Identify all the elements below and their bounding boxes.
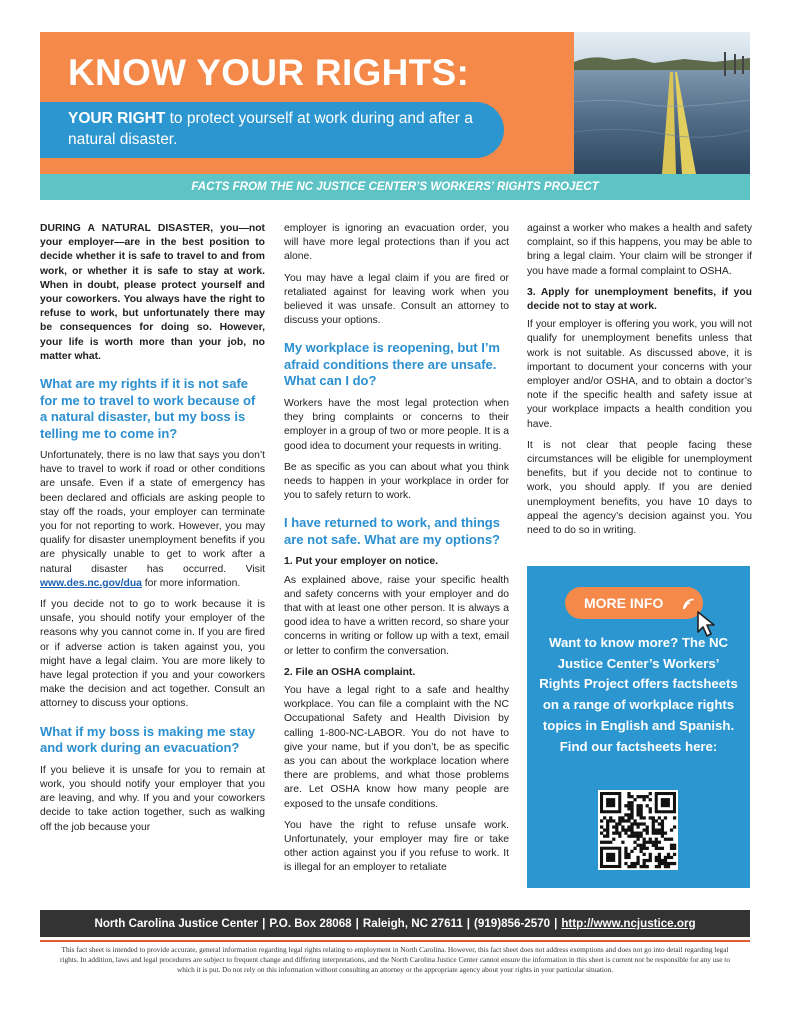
heading-evacuation: What if my boss is making me stay and work during an evacuation?	[40, 723, 256, 756]
facts-banner-text: FACTS FROM THE NC JUSTICE CENTER’S WORKERS’ RIGHTS PROJECT	[191, 180, 599, 193]
heading-returned-to-work: I have returned to work, and things are not safe. What are my options?	[284, 515, 500, 547]
more-info-label: MORE INFO	[584, 595, 664, 611]
paragraph-notify-employer: If you decide not to go to work because it is unsafe, you should notify your employer of the reasons why you cannot come in. If you are fired or if adverse action is taken against you, you might have a legal claim. You are more likely to have legal protection if you and your coworkers make the decision and act together. Consult an attorney to discuss your options.	[40, 599, 265, 710]
footer-contact	[40, 910, 750, 937]
step-file-osha-complaint: 2. File an OSHA complaint.	[284, 666, 416, 678]
paragraph-evacuation-order: employer is ignoring an evacuation order, you will have more legal protections than if you act alone.	[284, 223, 509, 263]
page-subtitle	[68, 108, 488, 150]
footer-phone: (919)856-2570	[474, 917, 551, 930]
disclaimer-text: This fact sheet is intended to provide accurate, general information regarding legal rights relating to employment in North Carolina. However, this fact sheet does not address exemptions and does not go into detail regarding legal rights. In addition, laws and legal procedures are subject to frequent change and differing interpretations, and the North Carolina Justice Center cannot ensure the information in this sheet is current nor be responsible for any use to which it is put. Do not rely on this information without consulting an attorney or the appropriate agency about your rights in your particular situation.	[60, 945, 730, 975]
paragraph-remain-at-work: If you believe it is unsafe for you to remain at work, you should notify your employer that you are leaving, and why. If you and your coworkers decide to take action together, such as walking off the job because your	[40, 764, 265, 833]
footer-separator: |	[262, 917, 266, 930]
paragraph-refuse-unsafe-work: You have the right to refuse unsafe work. Unfortunately, your employer may fire or take other action against you if you refuse to work. It is illegal for an employer to retaliate	[284, 819, 509, 874]
paragraph-group-complaints: Workers have the most legal protection when they bring complaints or concerns to their employer in a group of two or more people. It is a good idea to document your requests in writing.	[284, 397, 509, 452]
footer-website-link[interactable]: http://www.ncjustice.org	[561, 917, 696, 930]
des-dua-link[interactable]: www.des.nc.gov/dua	[40, 577, 142, 589]
column-1	[40, 222, 265, 842]
paragraph-legal-claim: You may have a legal claim if you are fired or retaliated against for leaving work when you believed it was unsafe. Consult an attorney to discuss your options.	[284, 272, 509, 327]
heading-travel-to-work: What are my rights if it is not safe for me to travel to work because of a natural disaster, but my boss is telling me to come in?	[40, 376, 256, 441]
page-title: KNOW YOUR RIGHTS:	[68, 52, 470, 93]
subtitle-text: to protect yourself at work during and after a natural disaster.	[68, 110, 473, 148]
step-apply-unemployment: 3. Apply for unemployment benefits, if you decide not to stay at work.	[527, 286, 752, 313]
column-2	[284, 222, 509, 883]
paragraph-osha: You have a legal right to a safe and healthy workplace. You can file a complaint with the NC Occupational Safety and Health Division by calling 1-800-NC-LABOR. You do not have to give your name, but if you don’t, be as specific as you can about the workplace location where there are problems, and what those problems are. Let OSHA know how many people are exposed to the unsafe conditions.	[284, 684, 509, 810]
footer-city: Raleigh, NC 27611	[362, 917, 463, 930]
flooded-road-photo	[574, 32, 750, 174]
subtitle-bold: YOUR RIGHT	[68, 110, 166, 127]
paragraph-text: Unfortunately, there is no law that says you don’t have to travel to work if road or other conditions are unsafe. Even if a state of emergency has been declared and officials are asking people to stay off the roads, your employer can terminate you for not reporting to work. However, you may qualify for disaster unemployment benefits if you are physically unable to get to work after a natural disaster has occurred. Visit	[40, 450, 265, 575]
column-3	[527, 222, 752, 545]
footer-address: P.O. Box 28068	[269, 917, 352, 930]
paragraph-raise-concerns: As explained above, raise your specific health and safety concerns with your employer and do that with at least one other person. It is always a good idea to have a written record, so share your concerns in writing or follow up with a text, email or letter to confirm the conversation.	[284, 574, 509, 657]
footer-org: North Carolina Justice Center	[94, 917, 259, 930]
intro-paragraph: DURING A NATURAL DISASTER, you—not your employer—are in the best position to decide whether it is safe to travel to and from work, or whether it is safe to stay at work. When in doubt, please protect yourself and your coworkers. You always have the right to refuse to work, but unfortunately there may be consequences for doing so. However, your life is worth more than your job, no matter what.	[40, 223, 265, 362]
paragraph-be-specific: Be as specific as you can about what you think needs to happen in your workplace in order for you to safely return to work.	[284, 461, 509, 502]
more-info-text: Want to know more? The NC Justice Center’s Workers’ Rights Project offers factsheets on a range of workplace rights topics in English and Spanish. Find our factsheets here:	[539, 635, 738, 754]
paragraph-unemployment: If your employer is offering you work, you will not qualify for unemployment benefits unless that work is not suitable. As discussed above, it is important to document your concerns with your employer and/or OSHA, and to obtain a doctor’s note if the specific health and safety issue at your workplace impacts a health condition you have.	[527, 319, 752, 430]
footer-separator: |	[554, 917, 558, 930]
footer-separator: |	[355, 917, 359, 930]
paragraph-eligibility: It is not clear that people facing these circumstances will be eligible for unemployment benefits, but if you decide not to continue to work, you should apply. If you are denied unemployment benefits, you have 10 days to appeal the agency’s decision against you. You need to do so in writing.	[527, 439, 752, 537]
paragraph-no-travel-law	[40, 449, 265, 591]
step-put-employer-on-notice: 1. Put your employer on notice.	[284, 556, 439, 568]
heading-workplace-reopening: My workplace is reopening, but I’m afraid conditions there are unsafe. What can I do?	[284, 340, 500, 389]
paragraph-retaliation: against a worker who makes a health and safety complaint, so if this happens, you may be able to bring a legal claim. Your claim will be stronger if you have made a formal complaint to OSHA.	[527, 223, 752, 277]
qr-code-icon[interactable]	[598, 790, 678, 870]
disclaimer-divider	[40, 940, 750, 942]
paragraph-text: for more information.	[141, 577, 241, 589]
footer-separator: |	[466, 917, 471, 930]
